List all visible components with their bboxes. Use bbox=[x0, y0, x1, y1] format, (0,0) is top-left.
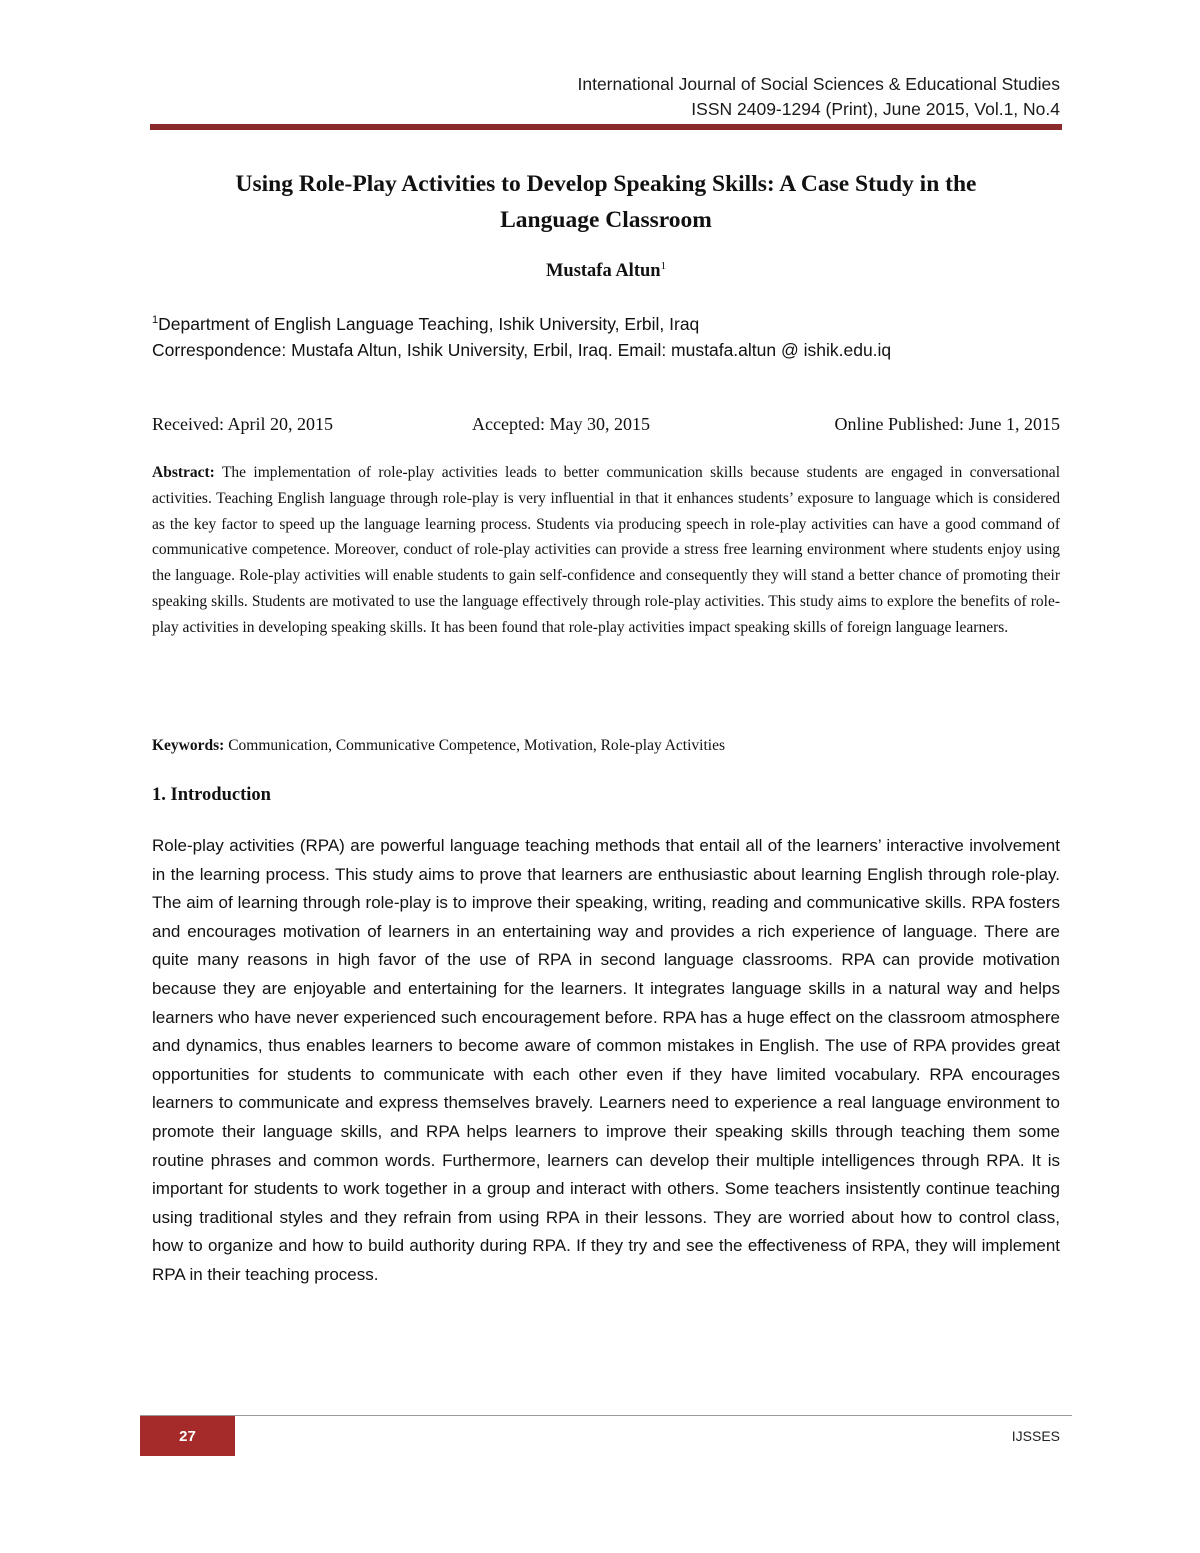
page-number-box bbox=[140, 1416, 235, 1456]
keywords-label: Keywords: bbox=[152, 737, 225, 754]
journal-header bbox=[577, 72, 1060, 122]
title-line-2: Language Classroom bbox=[500, 207, 712, 233]
affiliation bbox=[152, 308, 1062, 336]
date-accepted: Accepted: May 30, 2015 bbox=[472, 414, 650, 434]
page-number: 27 bbox=[179, 1427, 196, 1445]
journal-name: International Journal of Social Sciences & Educational Studies bbox=[577, 74, 1060, 94]
journal-issn: ISSN 2409-1294 (Print), June 2015, Vol.1, No.4 bbox=[691, 99, 1060, 119]
affiliation-text: Department of English Language Teaching, Ishik University, Erbil, Iraq bbox=[158, 313, 700, 334]
keywords bbox=[152, 737, 1060, 755]
abstract-label: Abstract: bbox=[152, 464, 215, 481]
author-superscript: 1 bbox=[660, 260, 667, 272]
section-heading-introduction: 1. Introduction bbox=[152, 785, 271, 805]
abstract-text: The implementation of role-play activities leads to better communication skills because students are engaged in conversational activities. Teaching English language through role-play is very influential in that it enhances students’ exposure to language which is considered as the key factor to speed up the language learning process. Students via producing speech in role-play activities can have a good command of communicative competence. Moreover, conduct of role-play activities can provide a stress free learning environment where students enjoy using the language. Role-play activities will enable students to gain self-confidence and consequently they will stand a better chance of promoting their speaking skills. Students are motivated to use the language effectively through role-play activities. This study aims to explore the benefits of role-play activities in developing speaking skills. It has been found that role-play activities impact speaking skills of foreign language learners. bbox=[152, 464, 1060, 636]
date-received: Received: April 20, 2015 bbox=[152, 414, 333, 434]
footer-journal-abbrev: IJSSES bbox=[1011, 1428, 1060, 1444]
correspondence: Correspondence: Mustafa Altun, Ishik University, Erbil, Iraq. Email: mustafa.altun @ ishik.edu.iq bbox=[152, 340, 892, 360]
introduction-paragraph: Role-play activities (RPA) are powerful language teaching methods that entail all of the learners’ interactive involvement in the learning process. This study aims to prove that learners are enthusiastic about learning English through role-play. The aim of learning through role-play is to improve their speaking, writing, reading and communicative skills. RPA fosters and encourages motivation of learners in an entertaining way and provides a rich experience of language. There are quite many reasons in high favor of the use of RPA in second language classrooms. RPA can provide motivation because they are enjoyable and entertaining for the learners. It integrates language skills in a natural way and helps learners who have never experienced such encouragement before. RPA has a huge effect on the classroom atmosphere and dynamics, thus enables learners to become aware of common mistakes in English. The use of RPA provides great opportunities for students to communicate with each other even if they have limited vocabulary. RPA encourages learners to communicate and express themselves bravely. Learners need to experience a real language environment to promote their language skills, and RPA helps learners to improve their speaking skills through teaching them some routine phrases and common words. Furthermore, learners can develop their multiple intelligences through RPA. It is important for students to work together in a group and interact with others. Some teachers insistently continue teaching using traditional styles and they refrain from using RPA in their lessons. They are worried about how to control class, how to organize and how to build authority during RPA. If they try and see the effectiveness of RPA, they will implement RPA in their teaching process. bbox=[152, 836, 1060, 1284]
affiliation-superscript: 1 bbox=[152, 314, 159, 326]
paper-title bbox=[150, 166, 1062, 238]
footer-rule bbox=[140, 1415, 1072, 1416]
keywords-text: Communication, Communicative Competence, Motivation, Role-play Activities bbox=[224, 737, 725, 754]
author-line bbox=[150, 260, 1062, 282]
author-name: Mustafa Altun bbox=[545, 261, 661, 282]
header-rule bbox=[150, 124, 1062, 130]
date-online-published: Online Published: June 1, 2015 bbox=[834, 414, 1060, 434]
title-line-1: Using Role-Play Activities to Develop Speaking Skills: A Case Study in the bbox=[235, 171, 977, 197]
abstract bbox=[152, 460, 1060, 641]
